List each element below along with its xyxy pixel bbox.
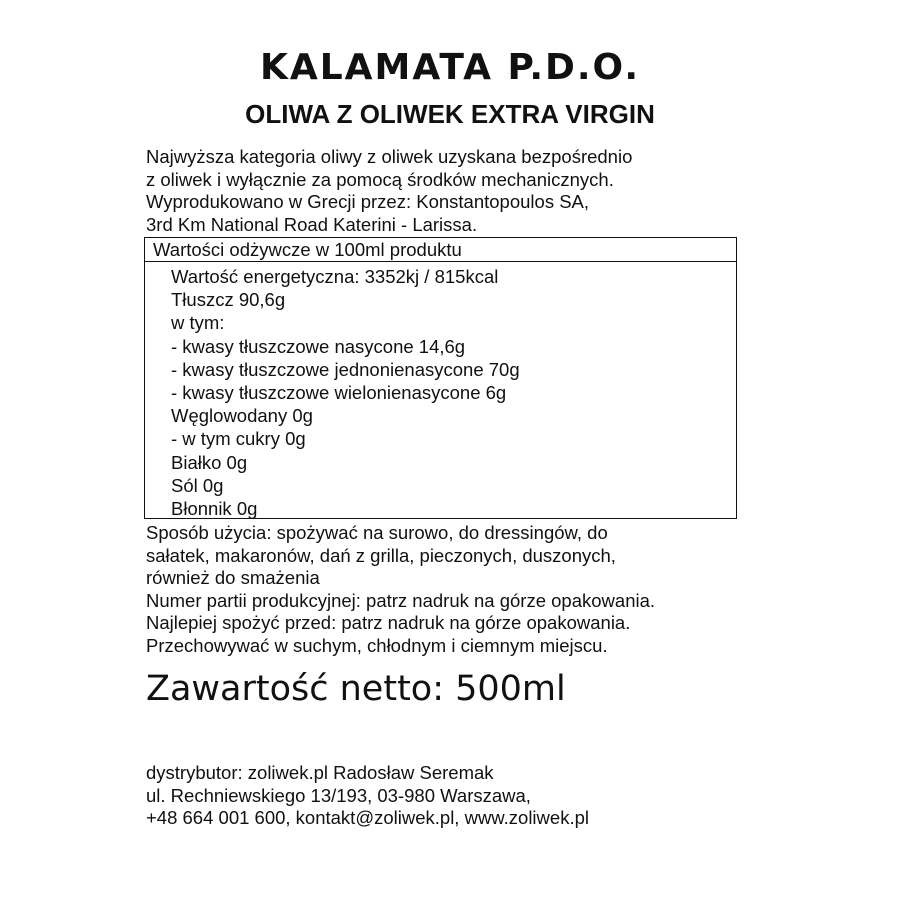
description-line: z oliwek i wyłącznie za pomocą środków mechanicznych. [146, 168, 614, 190]
distributor-address: ul. Rechniewskiego 13/193, 03-980 Warszawa, [146, 784, 531, 806]
storage-line: Przechowywać w suchym, chłodnym i ciemnym miejscu. [146, 634, 608, 656]
batch-number-line: Numer partii produkcyjnej: patrz nadruk na górze opakowania. [146, 589, 656, 611]
nutrition-row: Białko 0g [171, 451, 248, 473]
usage-line: sałatek, makaronów, dań z grilla, pieczonych, duszonych, [146, 544, 616, 566]
nutrition-row: Błonnik 0g [171, 498, 258, 520]
nutrition-table [144, 237, 737, 519]
nutrition-row: - kwasy tłuszczowe wielonienasycone 6g [171, 382, 507, 404]
usage-line: również do smażenia [146, 567, 320, 588]
best-before-line: Najlepiej spożyć przed: patrz nadruk na górze opakowania. [146, 612, 631, 633]
net-content: Zawartość netto: 500ml [146, 669, 566, 709]
distributor-line: dystrybutor: zoliwek.pl Radosław Seremak [146, 762, 494, 783]
nutrition-row: - kwasy tłuszczowe jednonienasycone 70g [171, 358, 520, 380]
product-title: KALAMATA P.D.O. [259, 47, 641, 88]
nutrition-row: w tym: [171, 312, 225, 334]
usage-line: Sposób użycia: spożywać na surowo, do dressingów, do [146, 522, 608, 543]
distributor-info [146, 762, 589, 830]
nutrition-row: Tłuszcz 90,6g [171, 289, 286, 311]
nutrition-row: Sól 0g [171, 474, 224, 496]
nutrition-heading: Wartości odżywcze w 100ml produktu [145, 238, 736, 262]
nutrition-row: - kwasy tłuszczowe nasycone 14,6g [171, 335, 466, 357]
description-line: 3rd Km National Road Katerini - Larissa. [146, 213, 478, 235]
nutrition-rows [145, 262, 736, 520]
description-line: Najwyższa kategoria oliwy z oliwek uzyskana bezpośrednio [146, 146, 633, 167]
description-line: Wyprodukowano w Grecji przez: Konstantopoulos SA, [146, 191, 590, 212]
product-subtitle: OLIWA Z OLIWEK EXTRA VIRGIN [245, 99, 655, 129]
distributor-contact: +48 664 001 600, kontakt@zoliwek.pl, www.zoliwek.pl [146, 807, 589, 828]
usage-instructions [146, 522, 655, 657]
nutrition-row: Wartość energetyczna: 3352kj / 815kcal [171, 266, 499, 287]
nutrition-row: - w tym cukry 0g [171, 428, 306, 450]
nutrition-row: Węglowodany 0g [171, 405, 313, 427]
product-description [146, 146, 632, 236]
